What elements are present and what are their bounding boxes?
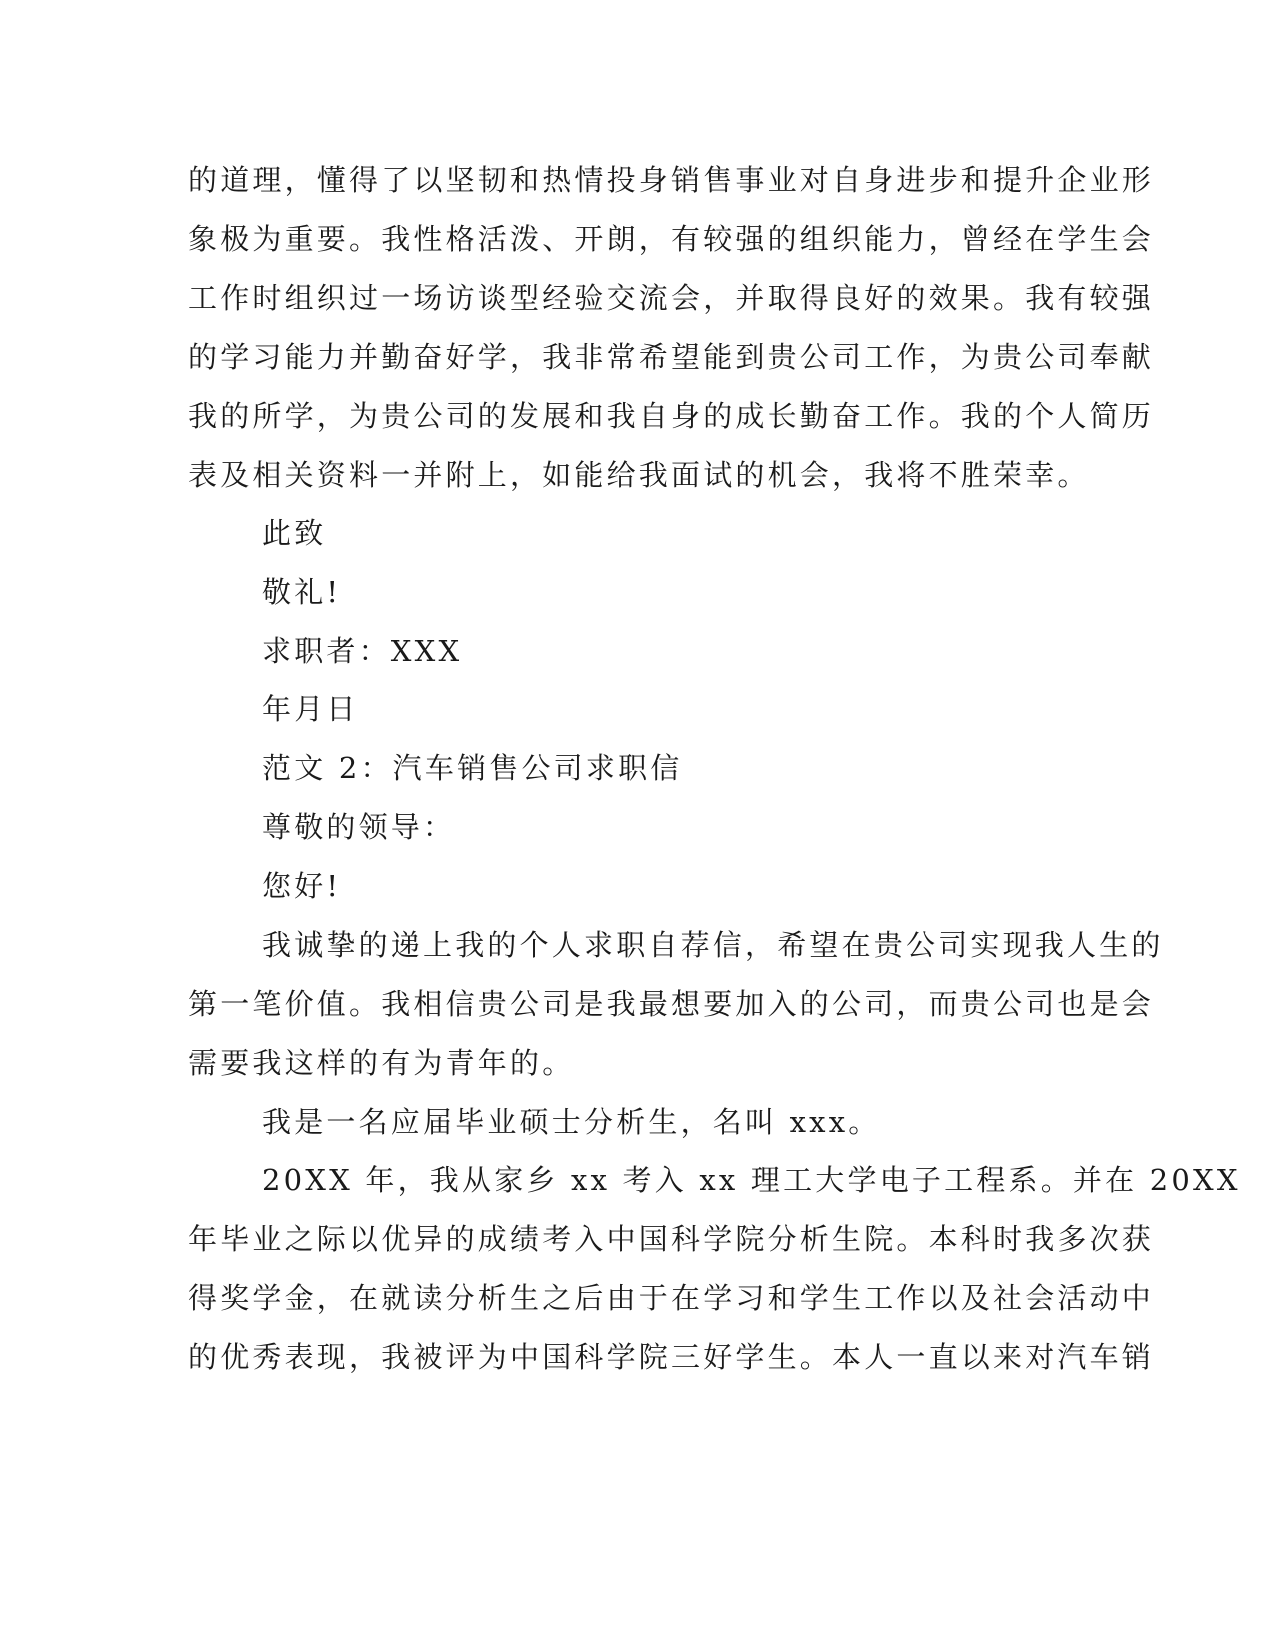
date-line: 年月日 <box>262 692 359 726</box>
text-line: 的道理，懂得了以坚韧和热情投身销售事业对自身进步和提升企业形 <box>188 163 1155 197</box>
section-heading: 范文 2：汽车销售公司求职信 <box>262 751 683 785</box>
text-line: 得奖学金，在就读分析生之后由于在学习和学生工作以及社会活动中 <box>188 1281 1155 1315</box>
signature-line: 求职者：XXX <box>262 634 463 668</box>
text-line: 的学习能力并勤奋好学，我非常希望能到贵公司工作，为贵公司奉献 <box>188 340 1155 374</box>
closing-salutation: 此致 <box>262 516 327 550</box>
closing-regards: 敬礼! <box>262 575 342 609</box>
text-line: 我的所学，为贵公司的发展和我自身的成长勤奋工作。我的个人简历 <box>188 399 1155 433</box>
text-line: 我诚挚的递上我的个人求职自荐信，希望在贵公司实现我人生的 <box>262 928 1164 962</box>
text-line: 象极为重要。我性格活泼、开朗，有较强的组织能力，曾经在学生会 <box>188 222 1155 256</box>
text-line: 表及相关资料一并附上，如能给我面试的机会，我将不胜荣幸。 <box>188 458 1090 492</box>
text-line: 我是一名应届毕业硕士分析生，名叫 xxx。 <box>262 1105 881 1139</box>
greeting-line: 尊敬的领导： <box>262 810 456 844</box>
text-line: 第一笔价值。我相信贵公司是我最想要加入的公司，而贵公司也是会 <box>188 987 1155 1021</box>
text-line: 的优秀表现，我被评为中国科学院三好学生。本人一直以来对汽车销 <box>188 1340 1155 1374</box>
text-line: 年毕业之际以优异的成绩考入中国科学院分析生院。本科时我多次获 <box>188 1222 1155 1256</box>
greeting-line: 您好! <box>262 869 342 903</box>
text-line: 工作时组织过一场访谈型经验交流会，并取得良好的效果。我有较强 <box>188 281 1155 315</box>
text-line: 20XX 年，我从家乡 xx 考入 xx 理工大学电子工程系。并在 20XX <box>262 1163 1241 1197</box>
text-line: 需要我这样的有为青年的。 <box>188 1046 575 1080</box>
